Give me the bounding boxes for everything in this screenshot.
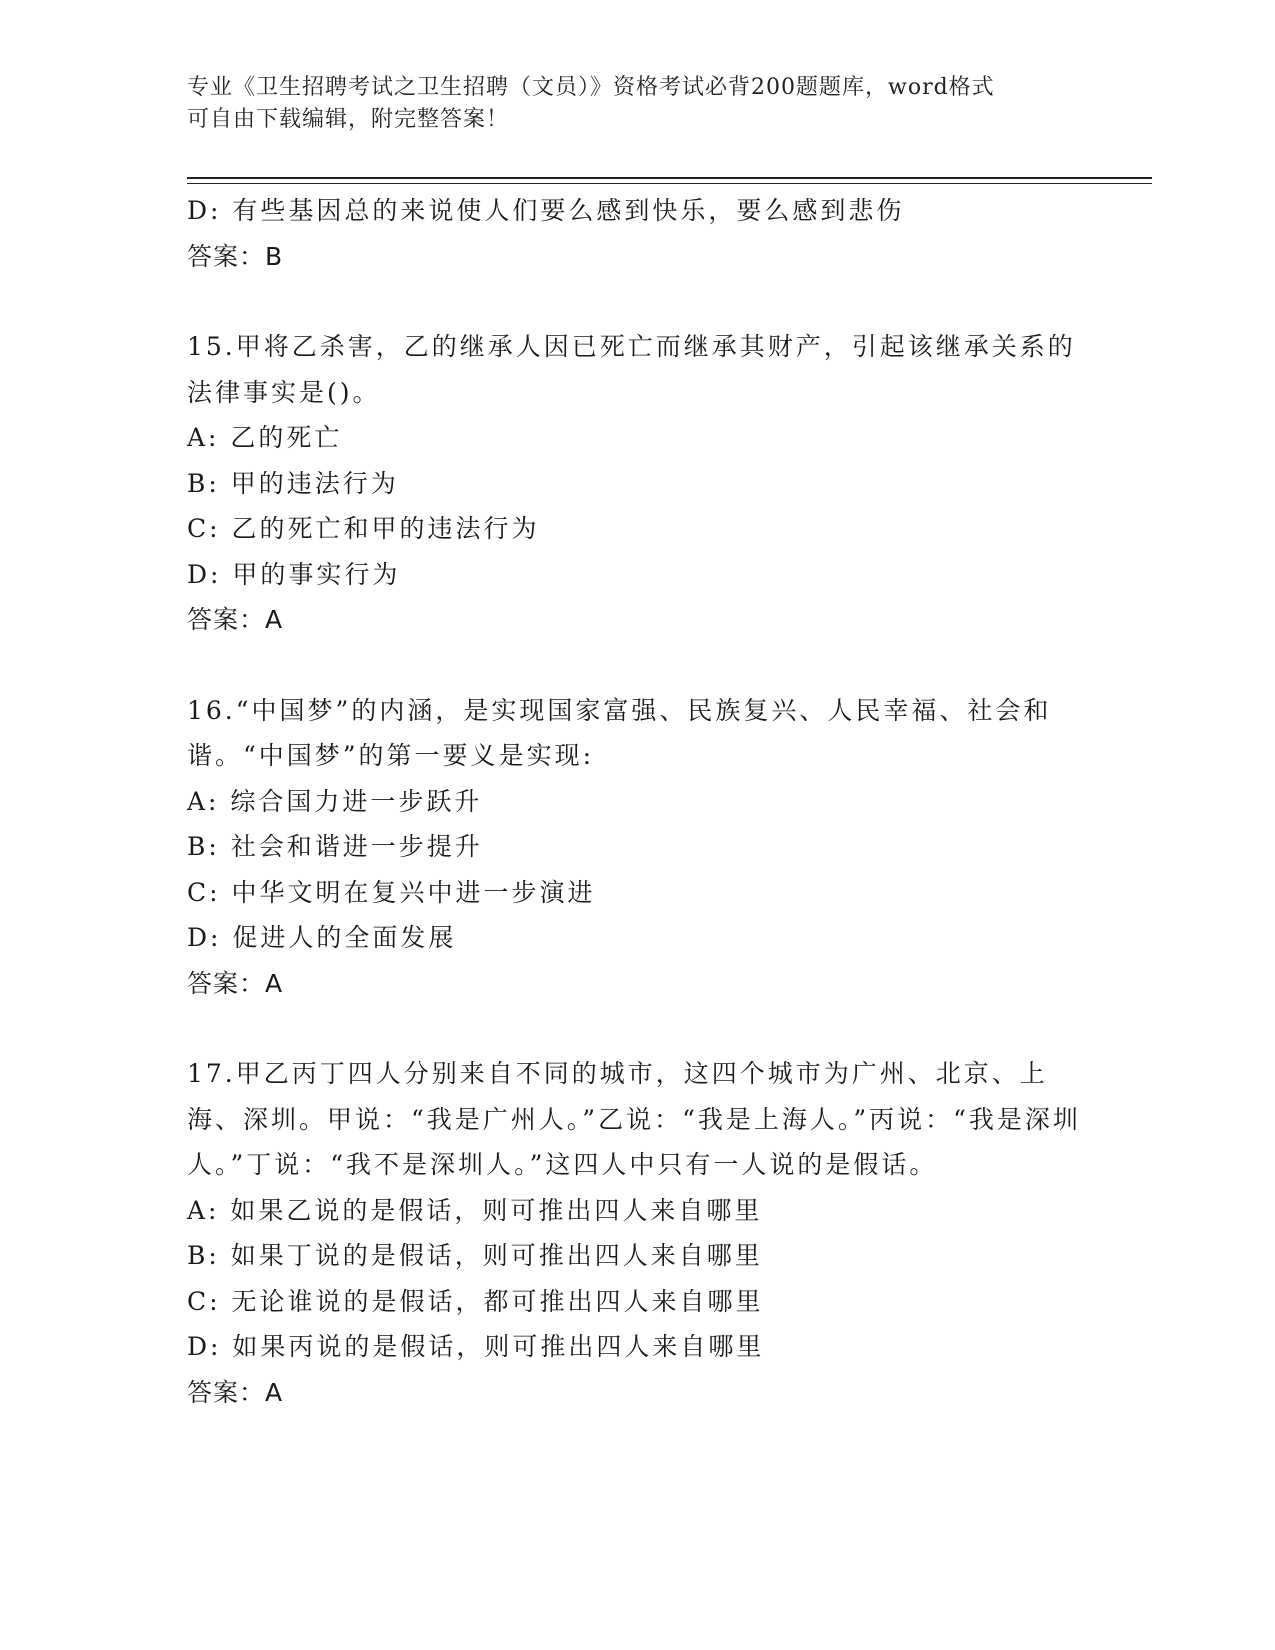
question-answer: 答案：A xyxy=(187,1377,284,1407)
header-divider-thin xyxy=(187,183,1152,184)
question-stem: 16.“中国梦”的内涵，是实现国家富强、民族复兴、人民幸福、社会和谐。“中国梦”的第一要义是实现: xyxy=(187,695,1052,770)
question-list xyxy=(187,188,1087,1415)
question-17 xyxy=(187,1051,1087,1415)
question-stem: 15.甲将乙杀害，乙的继承人因已死亡而继承其财产，引起该继承关系的法律事实是()。 xyxy=(187,332,1076,407)
question-answer: 答案：A xyxy=(187,968,284,998)
option-b: B: 甲的违法行为 xyxy=(187,468,399,498)
option-d: D: 如果丙说的是假话，则可推出四人来自哪里 xyxy=(187,1332,765,1361)
option-d: D: 甲的事实行为 xyxy=(187,559,401,589)
header-line-2: 可自由下载编辑，附完整答案！ xyxy=(187,107,510,132)
spacer xyxy=(187,279,1087,324)
spacer xyxy=(187,1006,1087,1051)
header-divider xyxy=(187,177,1152,179)
spacer xyxy=(187,643,1087,688)
question-15 xyxy=(187,324,1087,643)
option-a: A: 综合国力进一步跃升 xyxy=(187,786,483,816)
option-c: C: 乙的死亡和甲的违法行为 xyxy=(187,514,540,543)
question-stem: 17.甲乙丙丁四人分别来自不同的城市，这四个城市为广州、北京、上海、深圳。甲说：“我是广州人。”乙说：“我是上海人。”丙说：“我是深圳人。”丁说：“我不是深圳人。”这四人中只有一人说的是假话。 xyxy=(187,1059,1081,1179)
question-answer: 答案：A xyxy=(187,605,284,634)
option-a: A: 如果乙说的是假话，则可推出四人来自哪里 xyxy=(187,1195,763,1225)
option-d: D: 促进人的全面发展 xyxy=(187,923,457,952)
page-header xyxy=(187,72,1067,136)
option-b: B: 如果丁说的是假话，则可推出四人来自哪里 xyxy=(187,1241,763,1270)
header-line-1: 专业《卫生招聘考试之卫生招聘（文员）》资格考试必背200题题库，word格式 xyxy=(187,75,995,100)
carryover-answer: 答案：B xyxy=(187,241,284,271)
carryover-option-d: D: 有些基因总的来说使人们要么感到快乐，要么感到悲伤 xyxy=(187,196,905,225)
option-a: A: 乙的死亡 xyxy=(187,423,343,452)
question-16 xyxy=(187,688,1087,1007)
option-c: C: 中华文明在复兴中进一步演进 xyxy=(187,877,596,907)
option-c: C: 无论谁说的是假话，都可推出四人来自哪里 xyxy=(187,1286,764,1316)
option-b: B: 社会和谐进一步提升 xyxy=(187,832,483,861)
